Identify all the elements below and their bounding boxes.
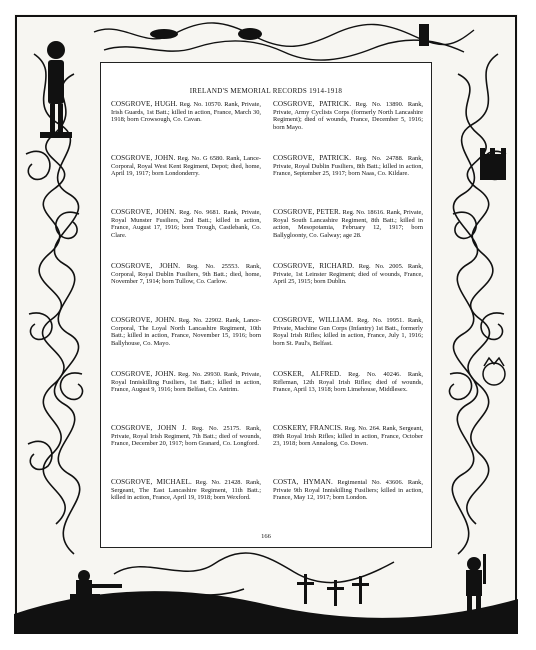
- memorial-page: [14, 14, 518, 634]
- record-name: COSGROVE, WILLIAM.: [273, 317, 354, 324]
- record-entry: [273, 209, 423, 263]
- record-details: Rank, Rifleman, 12th Royal Irish Rifles; died of wounds, France, April 13, 1918; born Limehouse, Middlesex.: [273, 371, 423, 394]
- bottom-battle-scene: [14, 553, 518, 634]
- record-details: Rank, Private 9th Royal Inniskilling Fusiliers; killed in action, France, May 12, 1917; born London.: [273, 479, 423, 502]
- record-reg-no: Reg. No. 22902.: [178, 317, 223, 324]
- record-entry: [273, 371, 423, 425]
- record-entry: [273, 101, 423, 155]
- record-details: Rank, Private, Royal Inniskilling Fusiliers, 1st Batt.; killed in action, France, August 9, 1916; born Belfast, Co. Antrim.: [111, 371, 261, 394]
- record-details: Rank, Sergeant, The East Lancashire Regiment, 11th Batt.; killed in action, France, April 19, 1918; born Wexford.: [111, 479, 261, 502]
- top-band-ornament: [94, 23, 474, 60]
- record-details: Rank, Corporal, Royal Dublin Fusiliers, 9th Batt.; died, home, November 7, 1914; born Tullow, Co. Carlow.: [111, 263, 261, 286]
- record-entry: [273, 479, 423, 533]
- record-entry: [111, 317, 261, 371]
- record-details: Rank, Private, Machine Gun Corps (Infantry) 1st Batt., formerly Royal Irish Rifles; killed in action, France, July 1, 1916; born St. Paul's, Belfast.: [273, 317, 423, 348]
- record-reg-no: Reg. No. 2005.: [358, 263, 404, 270]
- record-details: Rank, Lance-Corporal, Royal West Kent Regiment, Depot; died, home, April 19, 1917; born Londonderry.: [111, 155, 261, 178]
- entries-grid: [111, 101, 423, 533]
- record-name: COSGROVE, PATRICK.: [273, 155, 352, 162]
- record-reg-no: Reg. No. 264.: [344, 425, 381, 432]
- castle-emblem: [480, 148, 506, 180]
- record-name: COSGROVE, JOHN.: [111, 263, 181, 270]
- record-reg-no: Reg. No. 13890.: [355, 101, 404, 108]
- record-name: COSGROVE, JOHN.: [111, 155, 176, 162]
- record-reg-no: Reg. No. 25553.: [186, 263, 240, 270]
- record-details: Rank, Private, Army Cyclists Corps (formerly North Lancashire Regiment); died of wounds, France, December 5, 1916; born Mayo.: [273, 101, 423, 132]
- record-name: COSGROVE, PATRICK.: [273, 101, 352, 108]
- record-entry: [111, 425, 261, 479]
- record-entry: [111, 263, 261, 317]
- page-number: 166: [261, 533, 271, 540]
- record-details: Rank, Private, 1st Leinster Regiment; died of wounds, France, April 25, 1915; born Dublin.: [273, 263, 423, 286]
- crown-emblem: [483, 358, 505, 385]
- record-entry: [273, 425, 423, 479]
- record-entry: [111, 209, 261, 263]
- record-name: COSGROVE, HUGH.: [111, 101, 178, 108]
- record-details: Rank, Private, Irish Guards, 1st Batt.; killed in action, France, March 30, 1918; born Crowsough, Co. Cavan.: [111, 101, 261, 124]
- record-details: Rank, Lance-Corporal, The Loyal North Lancashire Regiment, 10th Batt.; killed in action, France, November 15, 1916; born Ballyhouse, Co. Mayo.: [111, 317, 261, 348]
- record-details: Rank, Private, Royal Dublin Fusiliers, 8th Batt.; killed in action, France, September 25, 1917; born Naas, Co. Kildare.: [273, 155, 423, 178]
- record-entry: [273, 263, 423, 317]
- record-name: COSGROVE, RICHARD.: [273, 263, 355, 270]
- record-entry: [273, 155, 423, 209]
- record-reg-no: Reg. No. 40246.: [348, 371, 401, 378]
- record-entry: [111, 371, 261, 425]
- records-panel: [100, 62, 432, 548]
- record-entry: [111, 479, 261, 533]
- record-name: COSGROVE, JOHN.: [111, 371, 176, 378]
- record-details: Rank, Private, Royal Munster Fusiliers, 2nd Batt.; killed in action, France, August 17, 1916; born Trough, Castlebank, Co. Clare.: [111, 209, 261, 240]
- record-reg-no: Reg. No. 21428.: [195, 479, 243, 486]
- record-reg-no: Reg. No. 18616.: [342, 209, 385, 216]
- record-details: Rank, Private, Royal Irish Regiment, 7th Batt.; died of wounds, France, December 20, 1917; born Granard, Co. Longford.: [111, 425, 261, 448]
- record-reg-no: Reg. No. 25175.: [191, 425, 241, 432]
- record-name: COSGROVE, JOHN.: [111, 317, 177, 324]
- record-reg-no: Reg. No. G 6580.: [177, 155, 225, 162]
- record-entry: [111, 101, 261, 155]
- record-name: COSKER, ALFRED.: [273, 371, 342, 378]
- record-name: COSGROVE, JOHN J.: [111, 425, 187, 432]
- record-name: COSGROVE, PETER.: [273, 209, 341, 216]
- record-reg-no: Reg. No. 29930.: [178, 371, 222, 378]
- record-reg-no: Reg. No. 9681.: [179, 209, 221, 216]
- record-details: Rank, Sergeant, 89th Royal Irish Rifles; killed in action, France, October 23, 1918; born Annalong, Co. Down.: [273, 425, 423, 448]
- record-entry: [273, 317, 423, 371]
- record-entry: [111, 155, 261, 209]
- record-name: COSGROVE, JOHN.: [111, 209, 177, 216]
- record-reg-no: Reg. No. 10570.: [179, 101, 223, 108]
- record-name: COSGROVE, MICHAEL.: [111, 479, 192, 486]
- record-details: Rank, Private, Royal South Lancashire Regiment, 8th Batt.; killed in action, Mesopotamia, February 12, 1917; born Ballygloonty, Co. Galway; age 28.: [273, 209, 423, 240]
- record-reg-no: Regimental No. 43606.: [337, 479, 404, 486]
- record-reg-no: Reg. No. 19951.: [357, 317, 404, 324]
- record-name: COSKERY, FRANCIS.: [273, 425, 343, 432]
- record-reg-no: Reg. No. 24788.: [355, 155, 404, 162]
- page-header-title: IRELAND'S MEMORIAL RECORDS 1914-1918: [189, 87, 343, 95]
- right-scroll-ornament: [449, 54, 506, 554]
- top-soldier-silhouettes: [150, 24, 429, 46]
- record-name: COSTA, HYMAN.: [273, 479, 333, 486]
